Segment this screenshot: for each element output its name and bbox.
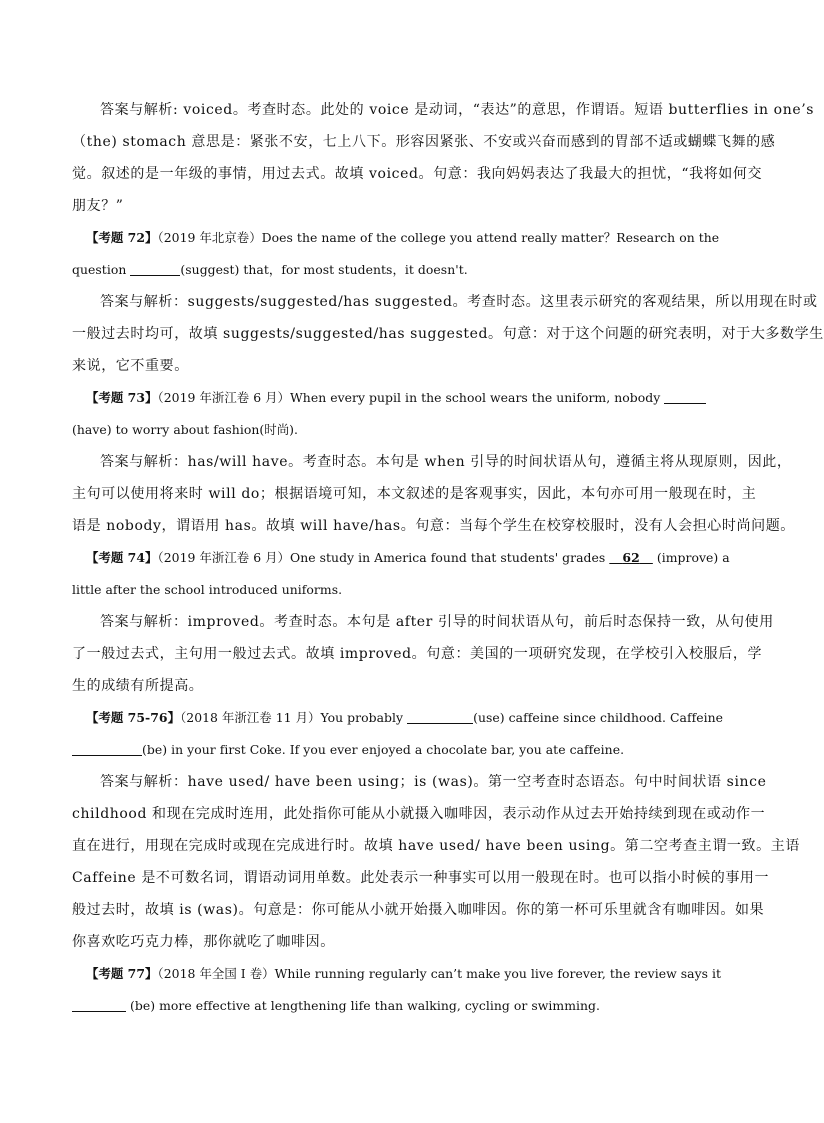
question-text: (use) caffeine since childhood. Caffeine <box>473 710 724 725</box>
answer-text-line: childhood 和现在完成时连用，此处指你可能从小就摄入咖啡因，表示动作从过去开始持续到现在或动作一 <box>72 806 766 822</box>
answer-text-line: Caffeine 是不可数名词，谓语动词用单数。此处表示一种事实可以用一般现在时。也可以指小时候的事用一 <box>72 870 770 886</box>
question-75-76 <box>86 708 727 728</box>
question-77-line2 <box>72 996 727 1016</box>
answer-blank <box>407 709 473 724</box>
question-text: question <box>72 262 131 277</box>
question-74 <box>86 548 730 568</box>
blank-number: 62 <box>622 550 640 565</box>
question-75-76-line2 <box>72 740 727 760</box>
answer-text-line: 主句可以使用将来时 will do；根据语境可知，本文叙述的是客观事实，因此，本句亦可用一般现在时，主 <box>72 486 757 502</box>
answer-text-line: 答案与解析：have used/ have been using；is (was)。第一空考查时态语态。句中时间状语 since <box>100 774 767 790</box>
question-tag: 【考题 77】 <box>86 966 158 981</box>
answer-text-line: （the) stomach 意思是：紧张不安，七上八下。形容因紧张、不安或兴奋而感到的胃部不适或蝴蝶飞舞的感 <box>72 134 776 150</box>
question-text: （2019 年浙江卷 6 月）When every pupil in the school wears the uniform, nobody <box>157 390 665 405</box>
answer-text-line: 了一般过去式，主句用一般过去式。故填 improved。句意：美国的一项研究发现，在学校引入校服后，学 <box>72 646 763 662</box>
answer-text-line: 语是 nobody，谓语用 has。故填 will have/has。句意：当每个学生在校穿校服时，没有人会担心时尚问题。 <box>72 518 795 534</box>
question-text: （2018 年浙江卷 11 月）You probably <box>180 710 408 725</box>
question-74-line2: little after the school introduced uniforms. <box>72 582 343 597</box>
answer-text-line: 来说，它不重要。 <box>72 358 189 374</box>
answer-blank <box>130 261 180 276</box>
question-tag: 【考题 75-76】 <box>86 710 181 725</box>
question-text: (suggest) that，for most students，it doesn't. <box>180 262 468 277</box>
answer-text-line: 答案与解析：improved。考查时态。本句是 after 引导的时间状语从句，前后时态保持一致，从句使用 <box>100 614 774 630</box>
answer-text-line: 答案与解析: voiced。考查时态。此处的 voice 是动词，“表达”的意思，作谓语。短语 butterflies in one’s <box>100 102 815 118</box>
question-text: (improve) a <box>652 550 730 565</box>
question-tag: 【考题 73】 <box>86 390 158 405</box>
question-73 <box>86 388 727 408</box>
question-tag: 【考题 72】 <box>86 230 158 245</box>
question-73-line2: (have) to worry about fashion(时尚). <box>72 422 299 437</box>
answer-blank <box>72 997 126 1012</box>
answer-text-line: 答案与解析：has/will have。考查时态。本句是 when 引导的时间状语从句，遵循主将从现原则，因此， <box>100 454 792 470</box>
answer-text-line: 你喜欢吃巧克力棒，那你就吃了咖啡因。 <box>72 934 335 950</box>
question-tag: 【考题 74】 <box>86 550 158 565</box>
question-text: (be) in your first Coke. If you ever enjoyed a chocolate bar, you ate caffeine. <box>142 742 625 757</box>
question-text: (be) more effective at lengthening life than walking, cycling or swimming. <box>126 998 601 1013</box>
question-text: （2019 年浙江卷 6 月）One study in America found that students' grades <box>157 550 610 565</box>
answer-text-line: 一般过去时均可，故填 suggests/suggested/has suggested。句意：对于这个问题的研究表明，对于大多数学生 <box>72 326 824 342</box>
answer-text-line: 般过去时，故填 is (was)。句意是：你可能从小就开始摄入咖啡因。你的第一杯可乐里就含有咖啡因。如果 <box>72 902 765 918</box>
question-72 <box>86 228 727 248</box>
answer-blank <box>72 741 142 756</box>
question-text: （2018 年全国 I 卷）While running regularly can’t make you live forever, the review says it <box>157 966 722 981</box>
answer-text-line: 直在进行，用现在完成时或现在完成进行时。故填 have used/ have been using。第二空考查主谓一致。主语 <box>72 838 800 854</box>
answer-blank <box>664 389 706 404</box>
answer-text-line: 觉。叙述的是一年级的事情，用过去式。故填 voiced。句意：我向妈妈表达了我最大的担忧，“我将如何交 <box>72 166 763 182</box>
question-72-line2 <box>72 260 727 280</box>
question-77 <box>86 964 727 984</box>
answer-text-line: 朋友？” <box>72 198 124 214</box>
question-text: （2019 年北京卷）Does the name of the college you attend really matter？Research on the <box>157 230 720 245</box>
answer-text-line: 答案与解析：suggests/suggested/has suggested。考查时态。这里表示研究的客观结果，所以用现在时或 <box>100 294 818 310</box>
answer-text-line: 生的成绩有所提高。 <box>72 678 204 694</box>
